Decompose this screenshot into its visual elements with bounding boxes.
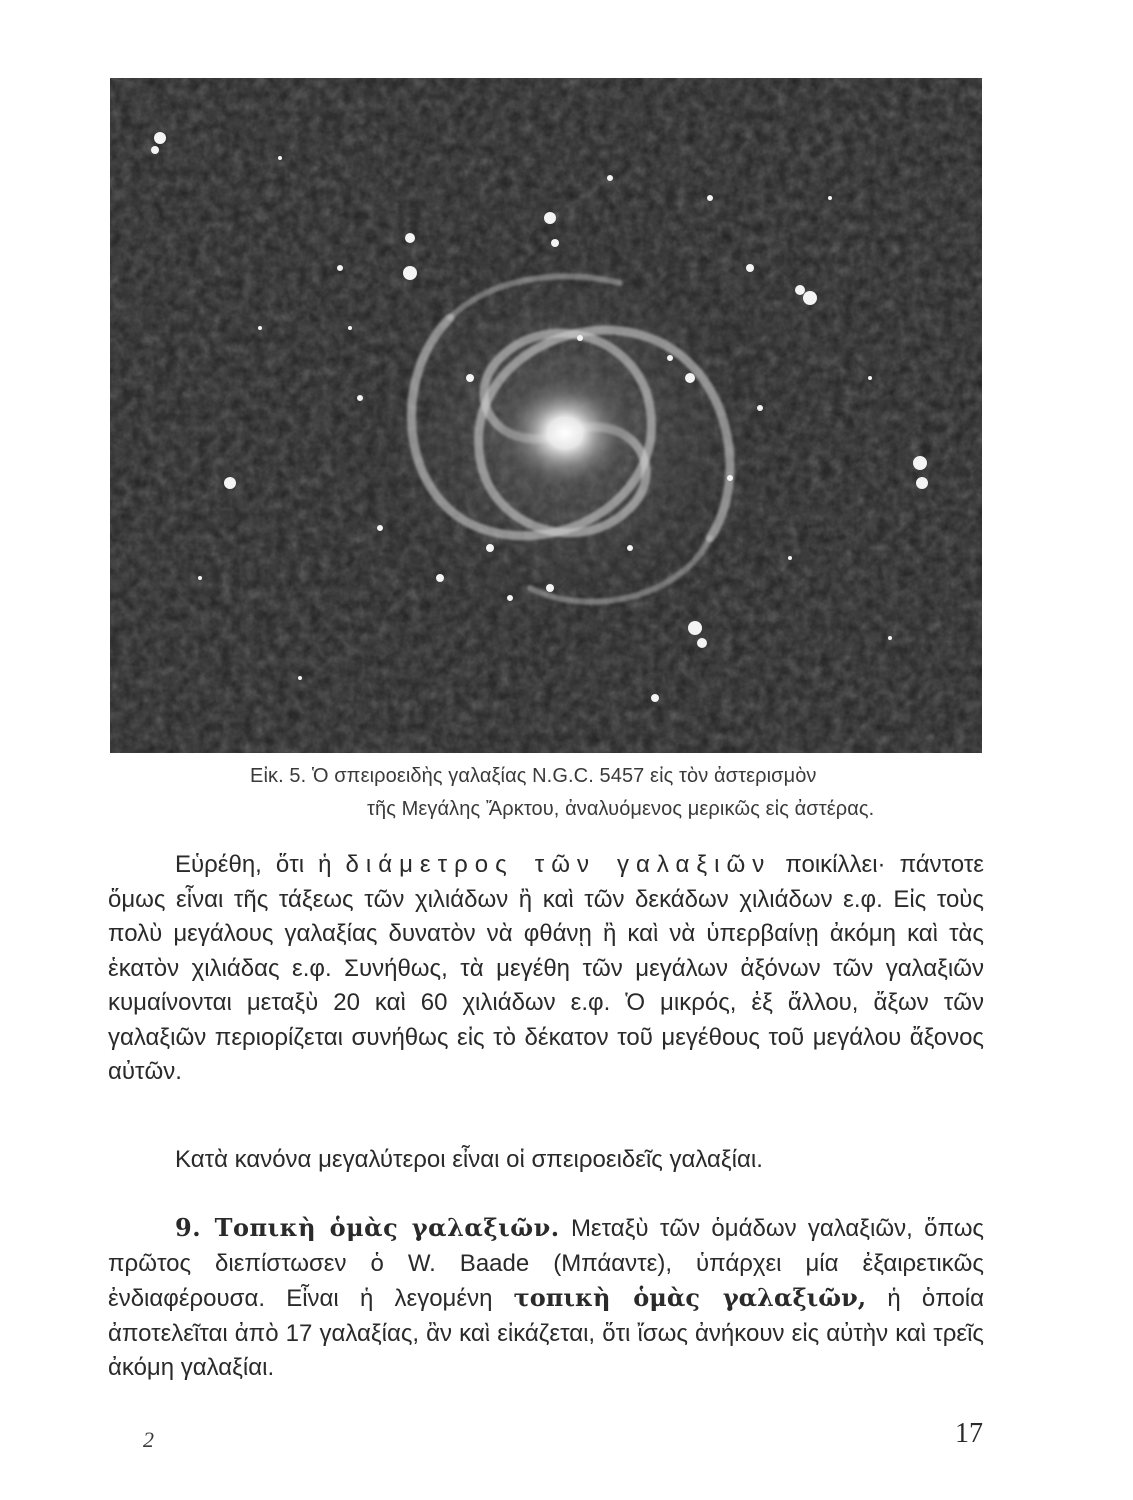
p1-rest: ποικίλλει· πάντοτε ὅμως εἶναι τῆς τάξεως τῶν χιλιάδων ἢ καὶ τῶν δεκάδων χιλιάδων ε.φ. Εἰς τοὺς πολὺ μεγάλους γαλαξίας δυνατὸν νὰ φθάνῃ ἢ καὶ νὰ ὑπερβαίνῃ ἀκόμη καὶ τὰς ἑκατὸν χιλιάδας ε.φ. Συνήθως, τὰ μεγέθη τῶν μεγάλων ἀξόνων τῶν γαλαξιῶν κυμαίνονται μεταξὺ 20 καὶ 60 χιλιάδων ε.φ. Ὁ μικρός, ἐξ ἄλλου, ἄξων τῶν γαλαξιῶν περιορίζεται συνήθως εἰς τὸ δέκατον τοῦ μεγέθους τοῦ μεγάλου ἄξονος αὐτῶν. [108, 851, 984, 1086]
paragraph-diameter [108, 848, 984, 1090]
caption-line-2: τῆς Μεγάλης Ἄρκτου, ἀναλυόμενος μερικῶς εἰς ἀστέρας. [367, 798, 875, 820]
page-number: 17 [955, 1418, 983, 1449]
p1-start: Εὑρέθη, ὅτι ἡ [175, 851, 332, 878]
p2-text: Κατὰ κανόνα μεγαλύτεροι εἶναι οἱ σπειροειδεῖς γαλαξίαι. [175, 1146, 763, 1173]
paragraph-local-group [108, 1211, 984, 1386]
caption-line-1: Ὁ σπειροειδὴς γαλαξίας N.G.C. 5457 εἰς τὸν ἀστερισμὸν [311, 765, 817, 787]
paragraph-spiral-size [108, 1143, 984, 1178]
galaxy-core [495, 371, 635, 495]
figure-caption [250, 760, 980, 826]
galaxy-photo [110, 78, 982, 753]
galaxy-illustration [110, 78, 982, 753]
figure-label: Εἰκ. 5. [250, 765, 307, 787]
section-heading: 9. Τοπικὴ ὁμὰς γαλαξιῶν. [175, 1213, 560, 1242]
p3-start: Μεταξὺ τῶν ὁμάδων γαλαξιῶν, ὅπως πρῶτος διεπίστωσεν ὁ W. Baade (Μπάαντε), ὑπάρχει μία ἐξαιρετικῶς ἐνδιαφέρουσα. Εἶναι ἡ λεγομένη [108, 1215, 984, 1313]
p3-rest: ἡ ὁποία ἀποτελεῖται ἀπὸ 17 γαλαξίας, ἂν καὶ εἰκάζεται, ὅτι ἴσως ἀνήκουν εἰς αὐτὴν καὶ τρεῖς ἀκόμη γαλαξίαι. [108, 1285, 984, 1382]
p1-emphasis: διάμετρος τῶν γαλαξιῶν [345, 851, 772, 878]
signature-mark: 2 [143, 1427, 154, 1452]
p3-term: τοπικὴ ὁμὰς γαλαξιῶν, [513, 1283, 867, 1313]
